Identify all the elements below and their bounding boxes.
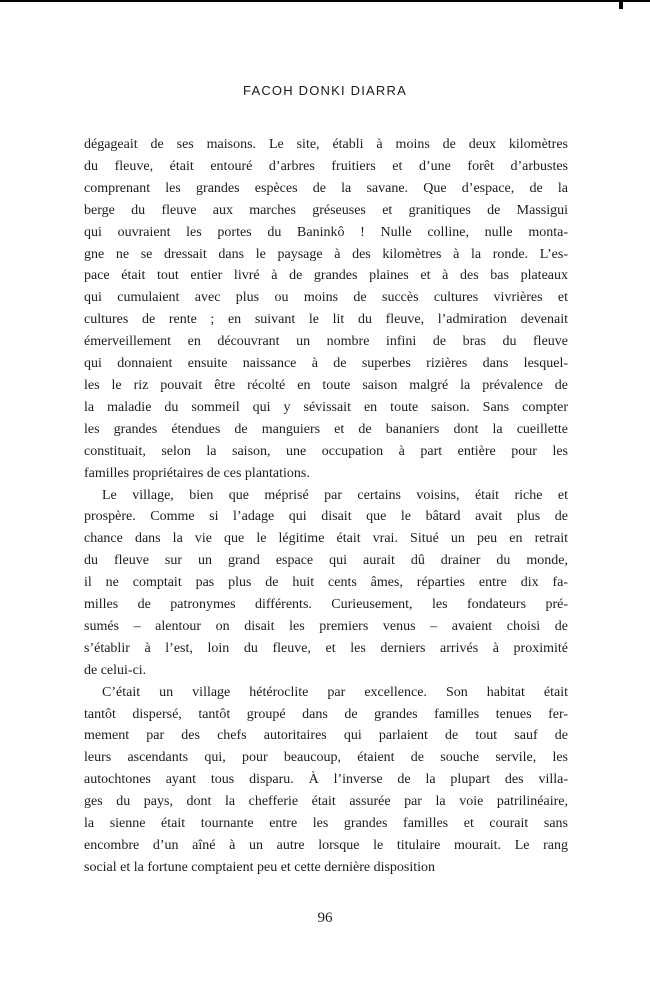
scan-edge-top xyxy=(0,0,650,2)
running-head-author: FACOH DONKI DIARRA xyxy=(243,83,407,98)
text-line: pace était tout entier livré à de grandes plaines et à des bas plateaux xyxy=(84,268,568,284)
text-line: familles propriétaires de ces plantations. xyxy=(84,465,310,481)
text-line: Le village, bien que méprisé par certains voisins, était riche et xyxy=(102,487,568,503)
text-line: ges du pays, dont la chefferie était assurée par la voie patrilinéaire, xyxy=(84,794,568,810)
text-line: dégageait de ses maisons. Le site, établi à moins de deux kilomètres xyxy=(84,137,568,152)
text-line: il ne comptait pas plus de huit cents âmes, réparties entre dix fa- xyxy=(84,575,568,591)
text-line: gne ne se dressait dans le paysage à des kilomètres à la ronde. L’es- xyxy=(84,246,568,262)
text-line: prospère. Comme si l’adage qui disait que le bâtard avait plus de xyxy=(84,509,568,525)
paragraph xyxy=(84,134,568,485)
text-line: de celui-ci. xyxy=(84,662,147,678)
text-line: du fleuve, était entouré d’arbres fruitiers et d’une forêt d’arbustes xyxy=(84,158,568,174)
text-line: qui cumulaient avec plus ou moins de succès cultures vivrières et xyxy=(84,290,568,306)
scan-artifact-mark xyxy=(619,0,623,9)
text-line: autochtones ayant tous disparu. À l’inverse de la plupart des villa- xyxy=(84,772,568,788)
page-number: 96 xyxy=(317,910,333,926)
text-line: qui ouvraient les portes du Baninkô ! Nulle colline, nulle monta- xyxy=(84,224,568,240)
text-line: mement par des chefs autoritaires qui parlaient de tout sauf de xyxy=(84,728,568,744)
text-line: leurs ascendants qui, pour beaucoup, étaient de souche servile, les xyxy=(84,750,568,766)
text-line: milles de patronymes différents. Curieusement, les fondateurs pré- xyxy=(84,597,568,613)
text-line: les grandes étendues de manguiers et de bananiers dont la cueillette xyxy=(84,421,568,437)
text-line: social et la fortune comptaient peu et cette dernière disposition xyxy=(84,859,436,875)
text-line: la sienne était tournante entre les grandes familles et courait sans xyxy=(84,816,568,832)
text-line: sumés – alentour on disait les premiers venus – avaient choisi de xyxy=(84,618,568,634)
text-line: s’établir à l’est, loin du fleuve, et les derniers arrivés à proximité xyxy=(84,640,568,656)
text-line: C’était un village hétéroclite par excellence. Son habitat était xyxy=(102,684,568,700)
text-line: cultures de rente ; en suivant le lit du fleuve, l’admiration devenait xyxy=(84,312,568,328)
text-line: qui donnaient ensuite naissance à de superbes rizières dans lesquel- xyxy=(84,356,568,372)
paragraph xyxy=(84,485,568,682)
text-line: comprenant les grandes espèces de la savane. Que d’espace, de la xyxy=(84,180,568,196)
text-line: les le riz pouvait être récolté en toute saison malgré la prévalence de xyxy=(84,377,568,393)
text-block xyxy=(84,134,568,879)
paragraph xyxy=(84,682,568,879)
text-line: chance dans la vie que le légitime était vrai. Situé un peu en retrait xyxy=(84,531,568,547)
text-line: émerveillement en découvrant un nombre infini de bras du fleuve xyxy=(84,334,568,350)
text-line: du fleuve sur un grand espace qui aurait dû drainer du monde, xyxy=(84,553,568,569)
text-line: tantôt dispersé, tantôt groupé dans de grandes familles tenues fer- xyxy=(84,706,568,722)
text-line: encombre d’un aîné à un autre lorsque le titulaire mourait. Le rang xyxy=(84,838,568,853)
text-line: constituait, selon la saison, une occupation à part entière pour les xyxy=(84,443,568,459)
text-line: la maladie du sommeil qui y sévissait en toute saison. Sans compter xyxy=(84,399,568,415)
text-line: berge du fleuve aux marches gréseuses et granitiques de Massigui xyxy=(84,202,568,218)
